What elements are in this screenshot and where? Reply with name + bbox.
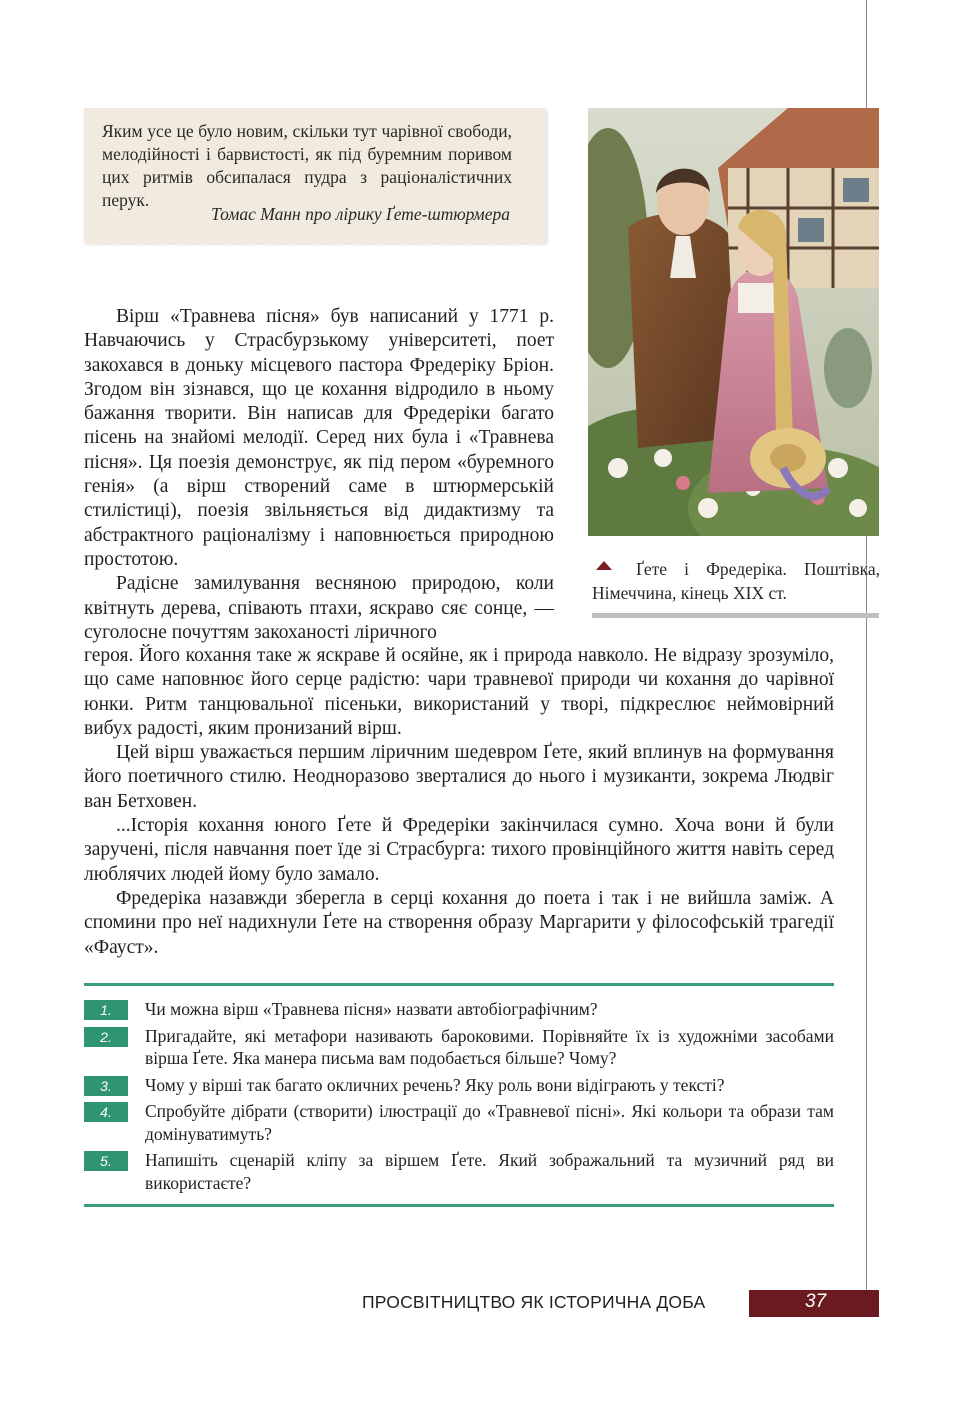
goethe-friederike-postcard-image: [588, 108, 879, 536]
questions-top-rule: [84, 983, 834, 986]
question-text: Пригадайте, які метафори називають бароковими. Порівняйте їх із художніми засобами вірша Ґете. Яка манера письма вам подобається більше? Чому?: [145, 1025, 834, 1068]
epigraph-author: Томас Манн про лірику Ґете-штюрмера: [211, 204, 510, 224]
body-paragraph: Фредеріка назавжди зберегла в серці кохання до поета і так і не вийшла заміж. А спомини про неї надихнули Ґете на створення образу Маргарити у філософській трагедії «Фауст».: [84, 887, 834, 958]
question-text: Спробуйте дібрати (створити) ілюстрації до «Травневої пісні». Які кольори та образи там домінуватимуть?: [145, 1101, 834, 1144]
question-number-badge: 2.: [84, 1027, 128, 1047]
epigraph-text: Яким усе це було новим, скільки тут чарівної свободи, мелодійності і барвистості, як під буремним поривом цих ритмів обсипалася пудра з раціоналістичних перук.: [102, 121, 512, 210]
body-paragraph-continued: героя. Його кохання таке ж яскраве й осяйне, як і природа навколо. Не відразу зрозуміло, що саме наповнює його серце радістю: чари травневої природи чи кохання до чарівної юнки. Ритм танцювальної пісеньки, використаний у творі, підкреслює неймовірний вибух радості, яким пронизаний вірш.: [84, 645, 834, 739]
body-paragraph: Радісне замилування весняною природою, коли квітнуть дерева, співають птахи, яскраво сяє сонце, — суголосне почуттям закоханості ліричного: [84, 573, 554, 643]
body-paragraph: ...Історія кохання юного Ґете й Фредеріки закінчилася сумно. Хоча вони й були заручені, після навчання поет їде зі Страсбурга: тихого провінційного життя навіть серед люблячих людей йому було замало.: [84, 815, 834, 885]
question-text: Напишіть сценарій кліпу за віршем Ґете. Який зображальний та музичний ряд ви використаєте?: [145, 1150, 834, 1193]
question-number-badge: 4.: [84, 1102, 128, 1122]
epigraph-box: [84, 108, 546, 242]
question-text: Чи можна вірш «Травнева пісня» назвати автобіографічним?: [145, 999, 598, 1019]
caption-underline: [592, 613, 879, 618]
body-text-wide-column: [84, 644, 834, 960]
question-item: [84, 1149, 834, 1194]
question-number-badge: 5.: [84, 1151, 128, 1171]
question-item: [84, 1100, 834, 1145]
running-footer-title: ПРОСВІТНИЦТВО ЯК ІСТОРИЧНА ДОБА: [362, 1292, 706, 1312]
questions-list: [84, 998, 834, 1198]
question-number-badge: 3.: [84, 1076, 128, 1096]
question-item: [84, 1025, 834, 1070]
questions-bottom-rule: [84, 1204, 834, 1207]
question-number-badge: 1.: [84, 1000, 128, 1020]
question-item: [84, 998, 834, 1021]
body-text-narrow-column: [84, 305, 554, 645]
body-paragraph: Вірш «Травнева пісня» був написаний у 1771 р. Навчаючись у Страсбурзькому університеті, поет закохався в доньку місцевого пастора Фредеріку Бріон. Згодом він зізнався, що це кохання відродило в ньому бажання творити. Він написав для Фредеріки багато пісень на знайомі мелодії. Серед них була і «Травнева пісня». Ця поезія демонструє, як під пером «буремного генія» (а вірш створений саме в штюрмерській стилістиці), поезія звільняється від дидактизму та абстрактного раціоналізму і наповнюється природною простотою.: [84, 306, 554, 570]
page-number: 37: [805, 1291, 827, 1312]
figure-caption: Ґете і Фредеріка. Поштівка, Німеччина, кінець XIX ст.: [592, 559, 880, 603]
body-paragraph: Цей вірш уважається першим ліричним шедевром Ґете, який вплинув на формування його поетичного стилю. Неодноразово зверталися до нього і музиканти, зокрема Людвіг ван Бетховен.: [84, 742, 834, 812]
question-text: Чому у вірші так багато окличних речень? Яку роль вони відіграють у тексті?: [145, 1074, 725, 1095]
question-item: [84, 1074, 834, 1097]
